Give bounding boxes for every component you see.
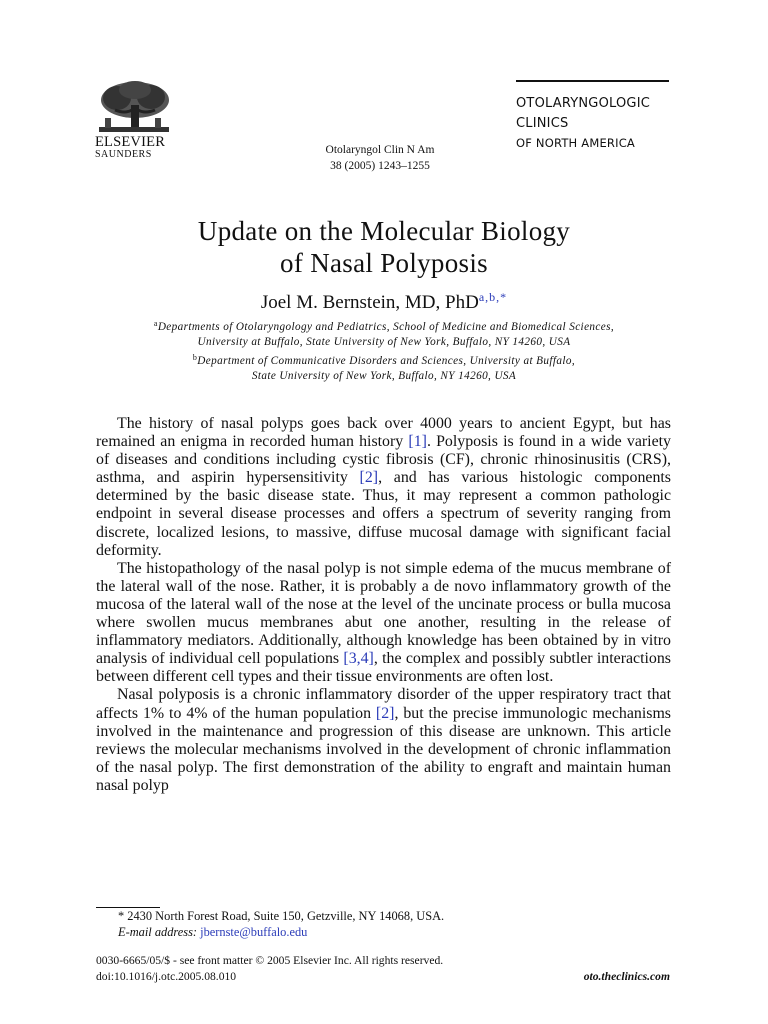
citation-link[interactable]: [1] xyxy=(408,433,427,451)
title-line-1: Update on the Molecular Biology xyxy=(197,216,571,246)
author-line xyxy=(84,285,684,315)
article-title xyxy=(84,215,684,279)
brand-line-2: CLINICS xyxy=(516,116,569,131)
brand-line-3: OF NORTH AMERICA xyxy=(516,136,635,150)
paragraph-1 xyxy=(96,415,671,560)
author-name: Joel M. Bernstein, MD, PhD xyxy=(260,292,479,313)
paragraph-3-text-a: Nasal polyposis is a chronic inflammatory disorder of the upper respiratory tract that affects 1% to 4% of the human population xyxy=(96,686,671,722)
footer-site-link[interactable]: oto.theclinics.com xyxy=(583,970,670,983)
footer-rights xyxy=(96,953,443,985)
affiliation-b xyxy=(84,350,684,369)
paragraph-2-text-b: , the complex and possibly subtler interactions between different cell types and their tissue environments are often lost. xyxy=(96,650,671,686)
affiliation-b-mark: b xyxy=(192,353,198,362)
affiliation-a-line-1: Departments of Otolaryngology and Pediatrics, School of Medicine and Biomedical Sciences, xyxy=(157,321,615,333)
copyright-line: 0030-6665/05/$ - see front matter © 2005 Elsevier Inc. All rights reserved. xyxy=(96,954,444,967)
affiliation-a-line-2: University at Buffalo, State University of New York, Buffalo, NY 14260, USA xyxy=(197,336,571,348)
footnote-address: * 2430 North Forest Road, Suite 150, Getzville, NY 14068, USA. xyxy=(118,909,445,923)
email-link[interactable]: jbernste@buffalo.edu xyxy=(200,925,308,939)
paragraph-2 xyxy=(96,560,671,687)
affiliation-a xyxy=(84,316,684,335)
citation-link[interactable]: [3,4] xyxy=(343,650,374,668)
affiliations xyxy=(84,316,684,384)
paragraph-3-text-b: , but the precise immunologic mechanisms involved in the maintenance and progression of this disease are unknown. This article reviews the molecular mechanisms involved in the development of chronic inflammation of the nasal polyp. The first demonstration of the ability to engraft and maintain human nasal polyp xyxy=(96,704,671,794)
affiliation-b-line-2: State University of New York, Buffalo, NY 14260, USA xyxy=(251,370,517,382)
paragraph-1-text-a: The history of nasal polyps goes back over 4000 years to ancient Egypt, but has remained an enigma in recorded human history xyxy=(96,415,671,451)
journal-volume-pages: 38 (2005) 1243–1255 xyxy=(330,160,430,172)
footnote-email-line xyxy=(118,924,444,940)
email-label: E-mail address: xyxy=(118,925,198,939)
affiliation-a-mark: a xyxy=(153,319,158,328)
brand-line-1: OTOLARYNGOLOGIC xyxy=(516,96,651,111)
journal-brand xyxy=(516,80,676,152)
title-line-2: of Nasal Polyposis xyxy=(280,248,488,278)
brand-rule xyxy=(516,80,669,82)
publisher-imprint: SAUNDERS xyxy=(95,149,152,160)
paragraph-1-text-c: , and has various histologic components determined by the basic disease state. Thus, it may represent a common pathologic endpoint in several disease processes and offers a spectrum of severity ranging from discrete, localized lesions, to massive, diffuse mucosal damage with significant facial deformity. xyxy=(96,469,671,559)
publisher-name: ELSEVIER xyxy=(95,134,166,150)
publisher-logo xyxy=(95,80,175,160)
citation-link[interactable]: [2] xyxy=(375,704,395,722)
article-body xyxy=(96,415,671,795)
paragraph-2-text-a: The histopathology of the nasal polyp is not simple edema of the mucus membrane of the lateral wall of the nose. Rather, it is probably a de novo inflammatory growth of the mucosa of the lateral wall of the nose at the level of the uncinate process or bulla mucosa where swollen mucus membranes abut one another, resulting in the release of inflammatory mediators. Additionally, although knowledge has been obtained by in vitro analysis of individual cell populations xyxy=(96,559,671,668)
journal-citation: Otolaryngol Clin N Am xyxy=(325,144,435,156)
elsevier-tree-icon xyxy=(95,80,173,135)
paragraph-1-text-b: . Polyposis is found in a wide variety of diseases and conditions including cystic fibrosis (CF), chronic rhinosinusitis (CRS), asthma, and aspirin hypersensitivity xyxy=(96,433,671,487)
author-affiliation-marks[interactable]: a,b,* xyxy=(478,290,508,304)
doi-line[interactable]: doi:10.1016/j.otc.2005.08.010 xyxy=(96,970,237,983)
journal-reference xyxy=(280,142,480,174)
paragraph-3 xyxy=(96,686,671,795)
citation-link[interactable]: [2] xyxy=(359,469,379,487)
affiliation-b-line-1: Department of Communicative Disorders and Sciences, University at Buffalo, xyxy=(197,355,576,367)
footnote xyxy=(118,908,444,940)
